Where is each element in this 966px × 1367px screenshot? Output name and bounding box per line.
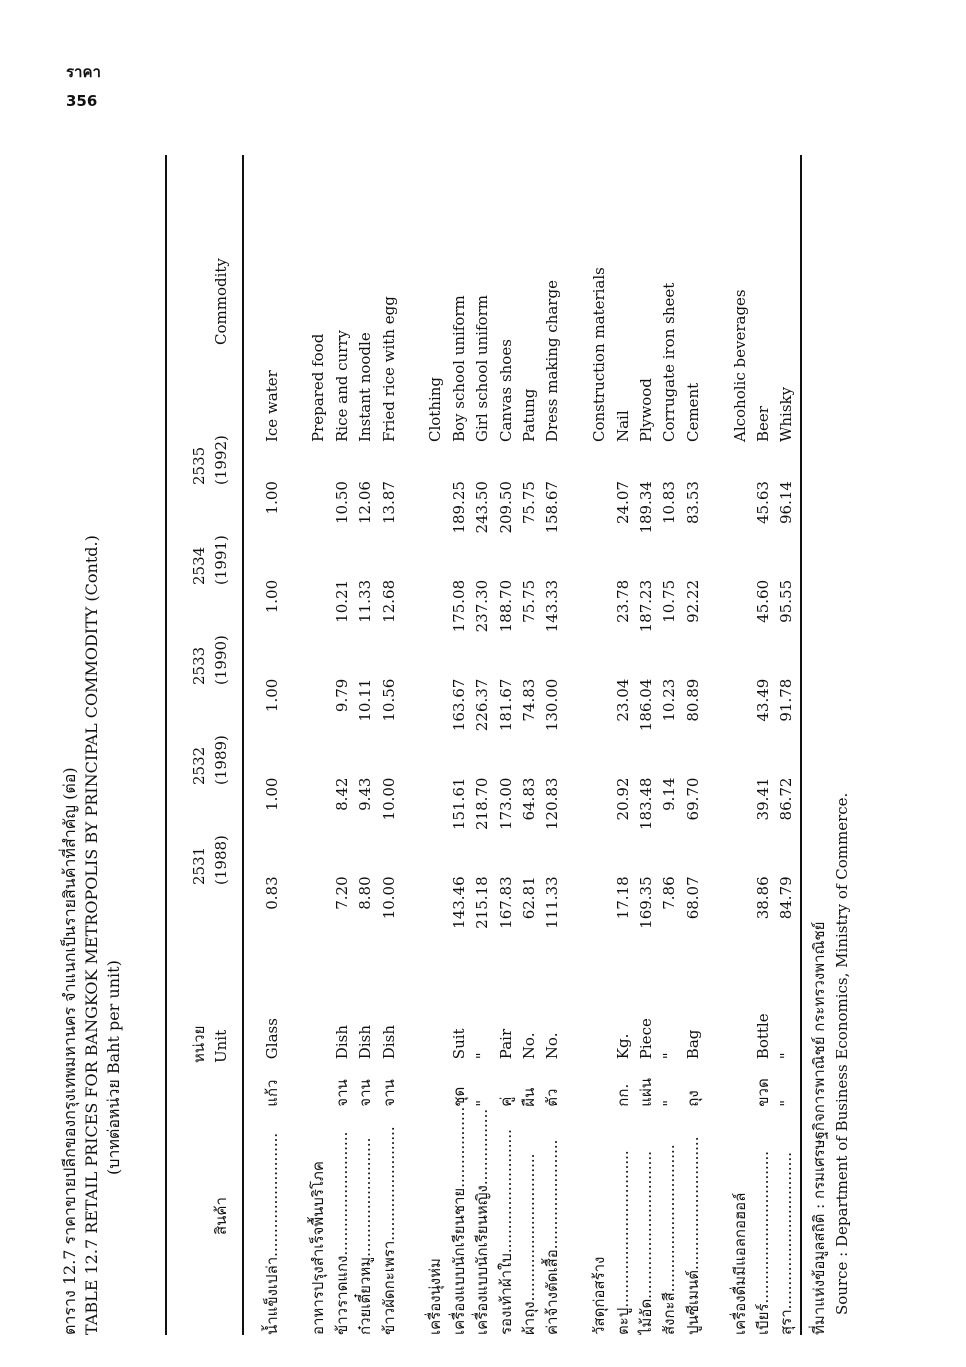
unit-thai-cell — [587, 1059, 610, 1107]
commodity-english-cell: Rice and curry — [332, 330, 351, 443]
unit-english-cell: Kg. — [613, 1033, 632, 1060]
price-cell: 96.14 — [777, 481, 796, 524]
unit-english-cell: Glass — [262, 1018, 281, 1060]
unit-english-cell — [728, 975, 751, 1059]
commodity-thai-cell — [283, 1107, 306, 1335]
price-cell — [307, 481, 330, 580]
price-cell — [307, 679, 330, 778]
title-unit-note: (บาทต่อหน่วย Baht per unit) — [104, 960, 123, 1175]
year-header-ce: (1990) — [212, 635, 230, 685]
commodity-english-cell: Boy school uniform — [449, 295, 468, 443]
price-cell: 187.23 — [636, 579, 655, 633]
price-cell: 9.14 — [660, 777, 679, 811]
price-cell: 10.23 — [660, 678, 679, 722]
unit-english-cell: Suit — [449, 1028, 468, 1060]
unit-thai-cell: จาน — [379, 1079, 398, 1107]
year-header-ce: (1988) — [212, 835, 230, 885]
unit-english-cell: No. — [519, 1032, 538, 1060]
year-header-be: 2533 — [190, 646, 208, 685]
price-cell — [400, 580, 423, 679]
column-gap — [471, 442, 494, 481]
price-cell — [728, 876, 751, 975]
price-cell: 175.08 — [449, 579, 468, 633]
title-english: TABLE 12.7 RETAIL PRICES FOR BANGKOK METROPOLIS BY PRINCIPAL COMMODITY (Contd.) — [82, 535, 101, 1335]
price-cell — [424, 679, 447, 778]
unit-thai-cell: ผืน — [519, 1087, 538, 1107]
commodity-thai-cell: ข้าวราดแกง.......................... — [332, 1131, 351, 1335]
commodity-english-cell: Alcoholic beverages — [730, 289, 749, 443]
price-cell — [283, 580, 306, 679]
column-gap — [728, 442, 751, 481]
column-gap — [447, 442, 470, 481]
column-gap — [330, 442, 353, 481]
column-gap — [424, 442, 447, 481]
commodity-english-cell: Ice water — [262, 370, 281, 443]
header-unit-english: Unit — [212, 1029, 230, 1063]
commodity-thai-cell: ตะปู................................. — [613, 1150, 632, 1335]
price-cell: 173.00 — [496, 777, 515, 831]
commodity-english-cell: Clothing — [426, 376, 445, 443]
price-cell — [283, 778, 306, 877]
price-cell: 13.87 — [379, 481, 398, 524]
price-cell — [424, 481, 447, 580]
header-unit-thai: หน่วย — [190, 1025, 208, 1063]
price-cell: 10.11 — [356, 678, 375, 722]
price-cell: 181.67 — [496, 678, 515, 732]
price-cell: 8.80 — [356, 876, 375, 910]
price-table — [260, 145, 798, 1335]
table-row — [424, 145, 447, 1335]
price-cell: 75.75 — [519, 579, 538, 623]
price-cell: 130.00 — [543, 678, 562, 732]
price-cell: 215.18 — [473, 876, 492, 929]
price-cell — [564, 580, 587, 679]
year-header-be: 2534 — [190, 546, 208, 585]
price-cell: 39.41 — [753, 777, 772, 821]
unit-english-cell: No. — [543, 1032, 562, 1060]
page-number: 356 — [66, 92, 98, 110]
price-cell: 24.07 — [613, 481, 632, 524]
table-row — [564, 145, 587, 1335]
price-cell: 143.33 — [543, 579, 562, 633]
commodity-english-cell — [283, 145, 306, 442]
header-commodity-thai: สินค้า — [212, 1197, 230, 1235]
unit-english-cell — [564, 975, 587, 1059]
year-header-be: 2535 — [190, 446, 208, 485]
column-gap — [307, 442, 330, 481]
commodity-english-cell: Canvas shoes — [496, 339, 515, 443]
price-cell — [704, 876, 727, 975]
commodity-thai-cell — [400, 1107, 423, 1335]
commodity-english-cell: Construction materials — [590, 267, 609, 443]
commodity-thai-cell: ข้าวผัดกะเพรา........................ — [379, 1126, 398, 1335]
price-cell: 186.04 — [636, 678, 655, 732]
source-thai: ที่มาแห่งข้อมูลสถิติ : กรมเศรษฐกิจการพาณิชย์ กระทรวงพาณิชย์ — [810, 921, 828, 1335]
price-cell: 69.70 — [683, 777, 702, 821]
commodity-english-cell — [400, 145, 423, 442]
unit-english-cell — [424, 975, 447, 1059]
price-cell: 43.49 — [753, 678, 772, 722]
price-cell: 45.60 — [753, 579, 772, 623]
price-cell: 38.86 — [753, 876, 772, 920]
table-row — [587, 145, 610, 1335]
price-cell: 169.35 — [636, 876, 655, 929]
commodity-english-cell: Patung — [519, 388, 538, 443]
commodity-thai-cell: ค่าจ้างตัดเสื้อ....................... — [543, 1139, 562, 1335]
price-cell — [424, 580, 447, 679]
price-cell: 62.81 — [519, 876, 538, 920]
table-row — [611, 145, 634, 1335]
unit-english-cell — [400, 975, 423, 1059]
table-row — [307, 145, 330, 1335]
unit-english-cell — [704, 975, 727, 1059]
price-cell: 10.00 — [379, 777, 398, 821]
price-cell — [307, 778, 330, 877]
column-gap — [564, 442, 587, 481]
column-gap — [634, 442, 657, 481]
table-row — [658, 145, 681, 1335]
unit-english-cell — [307, 975, 330, 1059]
unit-english-cell: " — [473, 1052, 492, 1060]
price-cell — [587, 580, 610, 679]
price-cell: 68.07 — [683, 876, 702, 920]
table-row — [377, 145, 400, 1335]
table-row — [400, 145, 423, 1335]
unit-english-cell: Piece — [636, 1018, 655, 1060]
price-cell — [400, 876, 423, 975]
price-cell — [728, 679, 751, 778]
table-row — [704, 145, 727, 1335]
bottom-rule — [800, 155, 802, 1335]
price-cell: 183.48 — [636, 777, 655, 831]
header-rule — [242, 155, 244, 1335]
commodity-english-cell — [564, 145, 587, 442]
price-cell — [564, 679, 587, 778]
table-row — [260, 145, 283, 1335]
price-cell: 80.89 — [683, 678, 702, 722]
unit-thai-cell: ชุด — [449, 1086, 468, 1107]
unit-thai-cell: ตัว — [543, 1088, 562, 1107]
price-cell: 10.21 — [332, 579, 351, 623]
price-cell — [587, 481, 610, 580]
column-gap — [681, 442, 704, 481]
price-cell: 111.33 — [543, 876, 562, 929]
price-cell — [307, 876, 330, 975]
price-cell: 17.18 — [613, 876, 632, 920]
unit-thai-cell — [704, 1059, 727, 1107]
unit-thai-cell: " — [660, 1099, 679, 1107]
price-cell — [704, 778, 727, 877]
commodity-thai-cell — [564, 1107, 587, 1335]
column-gap — [541, 442, 564, 481]
column-gap — [658, 442, 681, 481]
price-cell: 226.37 — [473, 678, 492, 732]
price-cell: 163.67 — [449, 678, 468, 732]
table-row — [751, 145, 774, 1335]
price-cell: 189.25 — [449, 481, 468, 534]
commodity-english-cell: Fried rice with egg — [379, 296, 398, 443]
unit-thai-cell: " — [777, 1099, 796, 1107]
commodity-english-cell: Whisky — [777, 386, 796, 443]
table-row — [517, 145, 540, 1335]
page-header-thai: ราคา — [66, 63, 101, 81]
price-cell: 1.00 — [262, 579, 281, 614]
price-cell: 237.30 — [473, 579, 492, 633]
unit-english-cell: Dish — [356, 1025, 375, 1060]
title-thai: ตาราง 12.7 ราคาขายปลีกของกรุงเทพมหานคร จำแนกเป็นรายสินค้าที่สำคัญ (ต่อ) — [60, 767, 79, 1335]
price-cell: 23.78 — [613, 579, 632, 623]
price-cell: 74.83 — [519, 678, 538, 722]
unit-english-cell: Dish — [379, 1025, 398, 1060]
commodity-thai-cell: ก๋วยเตี๋ยวหมู......................... — [356, 1137, 375, 1335]
rotated-table-page — [50, 145, 860, 1345]
price-cell: 7.20 — [332, 876, 351, 910]
price-cell: 12.68 — [379, 579, 398, 623]
table-row — [681, 145, 704, 1335]
column-gap — [283, 442, 306, 481]
price-cell — [400, 778, 423, 877]
unit-thai-cell — [728, 1059, 751, 1107]
top-rule — [165, 155, 167, 1335]
price-cell — [728, 481, 751, 580]
commodity-thai-cell: รองเท้าผ้าใบ.......................... — [496, 1129, 515, 1335]
unit-english-cell — [587, 975, 610, 1059]
commodity-english-cell: Beer — [753, 406, 772, 443]
year-header-ce: (1992) — [212, 435, 230, 485]
commodity-thai-cell: เครื่องนุ่งห่ม — [426, 1258, 445, 1335]
price-cell: 8.42 — [332, 777, 351, 811]
table-row — [283, 145, 306, 1335]
commodity-english-cell: Dress making charge — [543, 280, 562, 443]
price-cell: 189.34 — [636, 481, 655, 534]
price-cell: 9.43 — [356, 777, 375, 811]
price-cell — [283, 679, 306, 778]
price-cell — [564, 481, 587, 580]
column-gap — [354, 442, 377, 481]
price-cell: 158.67 — [543, 481, 562, 534]
unit-thai-cell — [283, 1059, 306, 1107]
commodity-thai-cell: สุรา................................. — [777, 1152, 796, 1335]
price-cell: 23.04 — [613, 678, 632, 722]
commodity-english-cell: Nail — [613, 410, 632, 443]
price-cell: 9.79 — [332, 678, 351, 713]
price-cell: 1.00 — [262, 678, 281, 713]
column-gap — [494, 442, 517, 481]
commodity-english-cell: Plywood — [636, 378, 655, 443]
commodity-thai-cell: ปูนซีเมนต์............................ — [683, 1136, 702, 1335]
table-row — [494, 145, 517, 1335]
commodity-thai-cell: ผ้าถุง............................... — [519, 1153, 538, 1335]
year-header-be: 2531 — [190, 846, 208, 885]
table-row — [775, 145, 798, 1335]
commodity-english-cell: Cement — [683, 382, 702, 443]
price-cell — [587, 876, 610, 975]
price-cell: 64.83 — [519, 777, 538, 821]
price-cell: 120.83 — [543, 777, 562, 831]
header-commodity-english: Commodity — [212, 258, 230, 345]
price-cell: 10.00 — [379, 876, 398, 920]
commodity-thai-cell: อาหารปรุงสำเร็จพื้นบริโภค — [309, 1161, 328, 1335]
price-cell — [307, 580, 330, 679]
commodity-thai-cell: เครื่องดื่มมีแอลกอฮอล์ — [730, 1192, 749, 1335]
unit-thai-cell: กก. — [613, 1083, 632, 1107]
unit-thai-cell: ขวด — [753, 1078, 772, 1107]
price-cell — [424, 876, 447, 975]
price-cell: 7.86 — [660, 876, 679, 910]
commodity-thai-cell: เบียร์................................ — [753, 1150, 772, 1335]
commodity-thai-cell: เครื่องแบบนักเรียนชาย................. — [449, 1106, 468, 1335]
table-row — [330, 145, 353, 1335]
unit-thai-cell: แก้ว — [262, 1079, 281, 1107]
price-cell — [728, 580, 751, 679]
price-cell: 1.00 — [262, 481, 281, 515]
price-cell: 92.22 — [683, 579, 702, 623]
price-cell: 218.70 — [473, 777, 492, 831]
commodity-english-cell — [704, 145, 727, 442]
price-cell — [704, 481, 727, 580]
price-cell: 167.83 — [496, 876, 515, 929]
price-cell — [587, 778, 610, 877]
price-cell — [283, 876, 306, 975]
commodity-thai-cell: เครื่องแบบนักเรียนหญิง................ — [473, 1108, 492, 1335]
column-gap — [704, 442, 727, 481]
table-row — [541, 145, 564, 1335]
price-cell — [424, 778, 447, 877]
unit-thai-cell: คู่ — [496, 1096, 515, 1107]
unit-thai-cell: จาน — [356, 1079, 375, 1107]
commodity-thai-cell — [704, 1107, 727, 1335]
price-cell: 86.72 — [777, 777, 796, 821]
commodity-thai-cell: วัสดุก่อสร้าง — [590, 1256, 609, 1335]
table-row — [354, 145, 377, 1335]
unit-english-cell: " — [777, 1052, 796, 1060]
price-cell: 95.55 — [777, 579, 796, 623]
commodity-english-cell: Girl school uniform — [473, 295, 492, 443]
table-row — [634, 145, 657, 1335]
table-row — [447, 145, 470, 1335]
column-gap — [377, 442, 400, 481]
year-header-ce: (1991) — [212, 535, 230, 585]
price-cell — [283, 481, 306, 580]
price-cell: 10.75 — [660, 579, 679, 623]
table-title — [60, 535, 126, 1335]
price-cell: 143.46 — [449, 876, 468, 929]
price-cell: 20.92 — [613, 777, 632, 821]
price-cell: 188.70 — [496, 579, 515, 633]
price-cell — [728, 778, 751, 877]
price-cell: 12.06 — [356, 481, 375, 524]
year-header-ce: (1989) — [212, 735, 230, 785]
price-cell — [564, 778, 587, 877]
column-gap — [775, 442, 798, 481]
price-cell: 10.50 — [332, 481, 351, 524]
source-english: Source : Department of Business Economics, Ministry of Commerce. — [833, 792, 851, 1315]
price-cell: 0.83 — [262, 876, 281, 910]
unit-english-cell: Bottle — [753, 1013, 772, 1060]
price-cell — [587, 679, 610, 778]
table-row — [728, 145, 751, 1335]
price-cell: 75.75 — [519, 481, 538, 524]
unit-thai-cell — [400, 1059, 423, 1107]
unit-thai-cell: ถุง — [683, 1090, 702, 1107]
unit-thai-cell — [564, 1059, 587, 1107]
price-cell — [400, 481, 423, 580]
unit-thai-cell: แผ่น — [636, 1078, 655, 1107]
price-cell: 10.83 — [660, 481, 679, 524]
unit-english-cell: Bag — [683, 1029, 702, 1060]
unit-english-cell: " — [660, 1052, 679, 1060]
unit-english-cell: Dish — [332, 1025, 351, 1060]
price-cell: 45.63 — [753, 481, 772, 524]
unit-thai-cell — [307, 1059, 330, 1107]
table-row — [471, 145, 494, 1335]
column-gap — [260, 442, 283, 481]
price-cell — [400, 679, 423, 778]
price-cell: 151.61 — [449, 777, 468, 831]
column-gap — [400, 442, 423, 481]
unit-english-cell — [283, 975, 306, 1059]
column-gap — [611, 442, 634, 481]
price-cell: 83.53 — [683, 481, 702, 524]
commodity-english-cell: Instant noodle — [356, 332, 375, 443]
commodity-thai-cell: ไม้อัด............................... — [636, 1151, 655, 1335]
price-cell: 1.00 — [262, 777, 281, 811]
unit-thai-cell: " — [473, 1099, 492, 1107]
price-cell: 209.50 — [496, 481, 515, 534]
year-header-be: 2532 — [190, 746, 208, 785]
price-cell: 243.50 — [473, 481, 492, 534]
unit-thai-cell: จาน — [332, 1079, 351, 1107]
price-cell — [704, 580, 727, 679]
price-cell: 84.79 — [777, 876, 796, 920]
unit-english-cell: Pair — [496, 1028, 515, 1060]
commodity-thai-cell: น้ำแข็งเปล่า.......................... — [262, 1132, 281, 1335]
commodity-english-cell: Prepared food — [309, 333, 328, 443]
commodity-english-cell: Corrugate iron sheet — [660, 282, 679, 443]
column-gap — [751, 442, 774, 481]
price-cell: 91.78 — [777, 678, 796, 722]
price-cell: 11.33 — [356, 579, 375, 623]
column-gap — [517, 442, 540, 481]
price-cell — [564, 876, 587, 975]
price-cell — [704, 679, 727, 778]
column-gap — [587, 442, 610, 481]
unit-thai-cell — [424, 1059, 447, 1107]
price-cell: 10.56 — [379, 678, 398, 722]
commodity-thai-cell: สังกะสี............................... — [660, 1144, 679, 1335]
